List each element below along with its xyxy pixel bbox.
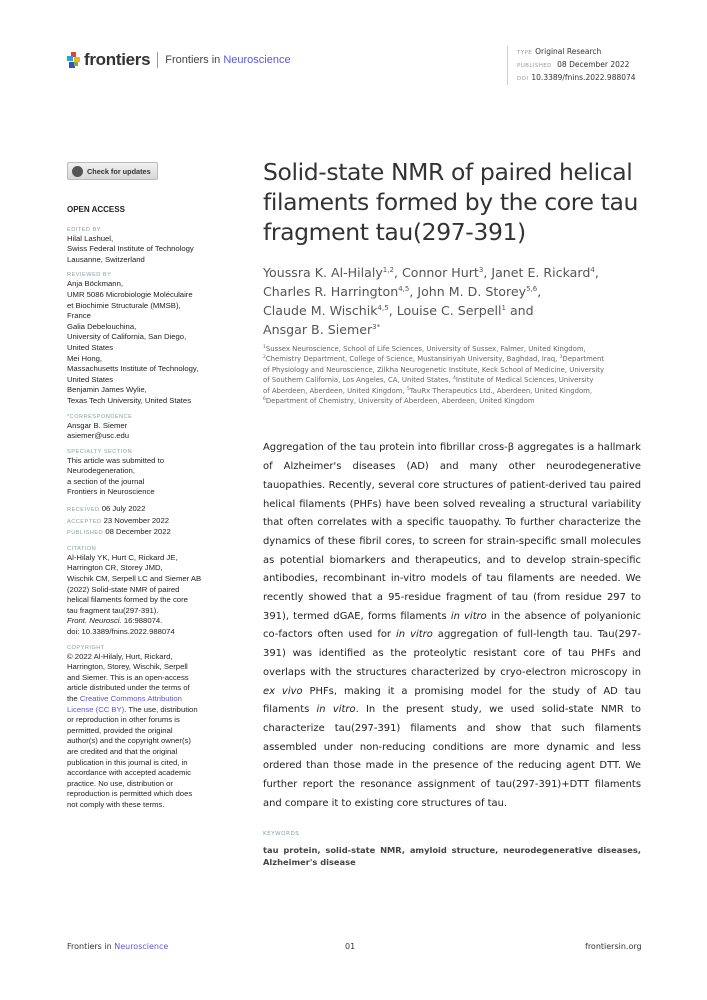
specialty-info [67,456,247,498]
published-date: 08 December 2022 [105,527,171,537]
journal-highlight: Neuroscience [223,54,291,66]
text-line: (2022) Solid-state NMR of paired [67,584,180,594]
text-line: United States [67,374,114,384]
text-line: publication in this journal is cited, in [67,757,188,767]
affiliation-text: of Aberdeen, Aberdeen, United Kingdom, [263,386,407,395]
copyright-text [67,715,247,810]
text-line: Hilal Lashuel, [67,233,114,243]
text-line: Harrington, Storey, Wischik, Serpell [67,662,188,672]
text-line: Benjamin James Wylie, [67,385,147,395]
author-separator: , [537,284,542,299]
author-affiliation-ref: 4,5 [398,285,410,293]
abstract-text: in vitro [450,610,487,622]
affiliations [263,344,653,406]
text-line: © 2022 Al-Hilaly, Hurt, Rickard, [67,651,173,661]
text-line: reproduction is permitted which does [67,789,193,799]
brand-name: frontiers [84,50,151,69]
abstract-text: PHFs, making it a promising model for the study of AD tau filaments [263,685,642,716]
dates [67,504,247,539]
update-icon [72,166,83,177]
text-line: tau fragment tau(297-391). [67,605,159,615]
article-title: Solid-state NMR of paired helical filaments formed by the core tau fragment tau(297-391) [263,158,638,246]
check-updates-button[interactable] [67,162,158,180]
affiliation-line [263,386,653,396]
abstract-text: in vitro [396,629,433,641]
specialty-label: SPECIALTY SECTION [67,448,133,455]
citation-journal: Front. Neurosci. [67,616,122,626]
author-name[interactable]: Ansgar B. Siemer [263,322,373,337]
text-line: permitted, provided the original [67,725,173,735]
journal-prefix: Frontiers in [165,54,224,66]
text-line: Ansgar B. Siemer [67,420,128,430]
affiliation-line [263,354,653,364]
open-access-label: OPEN ACCESS [67,205,125,214]
affiliation-text: of Southern California, Los Angeles, CA, United States, [263,376,453,385]
author-affiliation-ref: 5,6 [526,285,538,293]
affiliation-line [263,344,653,354]
text-line: not comply with these terms. [67,799,165,809]
article-meta [507,46,636,85]
text-line: Lausanne, Switzerland [67,254,145,264]
affiliation-number: 6 [263,397,266,403]
editor-info [67,234,247,266]
author-separator: , [594,265,599,280]
author-affiliation-ref: 4,5 [377,304,389,312]
author-separator: , [483,265,492,280]
text-line: Al-Hilaly YK, Hurt C, Rickard JE, [67,552,178,562]
text-line: a section of the journal [67,476,145,486]
keywords: tau protein, solid-state NMR, amyloid structure, neurodegenerative diseases, Alzheimer's disease [263,844,641,867]
doi-label: DOI [517,76,529,82]
copyright-text [67,652,247,694]
text-line: helical filaments formed by the core [67,595,188,605]
edited-by-label: EDITED BY [67,226,102,233]
author-list [263,263,653,339]
affiliation-text: Department of Chemistry, University of Aberdeen, Aberdeen, United Kingdom [265,397,535,406]
footer-journal-highlight: Neuroscience [114,942,169,951]
affiliation-number: 3 [559,355,563,361]
author-affiliation-ref: 3* [372,323,381,331]
author-name[interactable]: John M. D. Storey [417,284,527,299]
text-line: accordance with accepted academic [67,768,191,778]
received-label: RECEIVED [67,507,100,514]
author-name[interactable]: Janet E. Rickard [491,265,591,280]
author-separator: , [388,303,397,318]
text-line: Wischik CM, Serpell LC and Siemer AB [67,574,202,584]
frontiers-logo-icon [67,52,80,68]
sidebar [67,205,247,811]
affiliation-line [263,365,653,375]
text-line: Texas Tech University, United States [67,395,192,405]
doi-link[interactable]: 10.3389/fnins.2022.988074 [531,73,636,82]
text-line: Harrington CR, Storey JMD, [67,563,163,573]
author-affiliation-ref: 1 [501,304,506,312]
author-separator: , [393,265,402,280]
author-affiliation-ref: 3 [478,266,484,274]
author-affiliation-ref: 1,2 [382,266,394,274]
abstract-text: Aggregation of the tau protein into fibrillar cross-β aggregates is a hallmark of Alzheimer's diseases (AD) and many other neurodegenerative tauopathies. Recently, several core structures of patient-derived tau paired helical filaments (PHFs) have been solved revealing a structural variability that often correlates with a specific tauopathy. To further characterize the dynamics of these fibril cores, to screen for strain-specific small molecules as potential biomarkers and therapeutics, and to develop strain-specific antibodies, recombinant in-vitro models of tau filaments are needed. We recently showed that a 95-residue fragment of tau (from residue 297 to 391), termed dGAE, forms filaments [263,442,641,622]
published-label: PUBLISHED [67,530,104,537]
text-line: Frontiers in Neuroscience [67,487,155,497]
affiliation-line [263,375,653,385]
abstract-text: in the absence of polyanionic co-factors often used for [263,610,641,641]
author-name[interactable]: Connor Hurt [401,265,479,280]
affiliation-text: Sussex Neuroscience, School of Life Sciences, University of Sussex, Falmer, United Kingdom, [265,345,586,353]
divider [157,52,158,68]
author-name[interactable]: Youssra K. Al-Hilaly [263,265,383,280]
copyright-text: the [67,693,80,703]
license-link[interactable]: License (CC BY) [67,704,125,714]
copyright-label: COPYRIGHT [67,644,105,651]
text-line: University of California, San Diego, [67,332,187,342]
text-line: are credited and that the original [67,746,178,756]
text-line: UMR 5086 Microbiologie Moléculaire [67,289,193,299]
author-name[interactable]: Louise C. Serpell [396,303,502,318]
journal-name [165,54,290,66]
text-line: Mei Hong, [67,353,103,363]
text-line: practice. No use, distribution or [67,778,173,788]
correspondence-label: *CORRESPONDENCE [67,413,133,420]
affiliation-text: TauRx Therapeutics Ltd., Aberdeen, United Kingdom, [409,386,593,395]
main-column [263,157,653,868]
affiliation-text: Department [562,355,605,364]
correspondence-info [67,421,247,442]
text-line: This article was submitted to [67,455,164,465]
accepted-label: ACCEPTED [67,518,102,525]
text-line: Massachusetts Institute of Technology, [67,364,199,374]
abstract-text: aggregation of full-length tau. Tau(297-391) was identified as the proteolytic resistant core of tau PHFs and overlaps with the structures characterized by cryo-electron microscopy in [263,629,641,678]
author-affiliation-ref: 4 [590,266,595,274]
site-link[interactable]: frontiersin.org [585,942,642,951]
citation-text [67,553,247,617]
text-line: article distributed under the terms of [67,683,190,693]
author-name[interactable]: Charles R. Harrington [263,284,399,299]
citation-doi: doi: 10.3389/fnins.2022.988074 [67,627,175,636]
received-date: 06 July 2022 [101,504,146,514]
text-line: Neurodegeneration, [67,466,135,476]
page-number: 01 [345,942,356,951]
abstract-text: . In the present study, we used solid-state NMR to characterize tau(297-391) filaments and show that such filaments assembled under non-reducing conditions are more dynamic and less ordered than those made in the presence of the reducing agent DTT. We further report the resonance assignment of tau(297-391)+DTT filaments and compare it to existing core structures of tau. [263,704,641,809]
check-updates-label: Check for updates [87,166,151,176]
published-date: 08 December 2022 [557,60,630,69]
author-name[interactable]: Claude M. Wischik [263,303,378,318]
text-line: United States [67,342,114,352]
affiliation-text: Institute of Medical Sciences, University [455,376,594,385]
citation-volume: 16:988074. [121,616,163,626]
footer-journal-prefix: Frontiers in [67,942,115,951]
copyright-text: . The use, distribution [124,704,198,714]
accepted-date: 23 November 2022 [103,515,169,525]
affiliation-number: 2 [263,355,266,361]
frontiers-logo[interactable] [67,50,291,70]
published-label: PUBLISHED [517,63,552,69]
text-line: asiemer@usc.edu [67,431,130,441]
text-line: Galia Debelouchina, [67,321,137,331]
text-line: France [67,311,91,321]
affiliation-text: of Physiology and Neuroscience, Zilkha Neurogenetic Institute, Keck School of Medicine, University [263,365,605,374]
author-separator: , [409,284,418,299]
text-line: and Siemer. This is an open-access [67,672,189,682]
text-line: or reproduction in other forums is [67,715,180,725]
abstract-text: ex vivo [263,685,303,697]
type-label: TYPE [517,50,533,56]
citation-label: CITATION [67,545,97,552]
keywords-label: KEYWORDS [263,830,300,837]
text-line: Swiss Federal Institute of Technology [67,244,194,254]
reviewed-by-label: REVIEWED BY [67,272,112,279]
affiliation-number: 1 [263,345,266,350]
abstract [263,439,641,813]
text-line: author(s) and the copyright owner(s) [67,736,191,746]
affiliation-number: 5 [406,386,410,392]
footer-journal [67,942,168,951]
author-separator: and [505,303,534,318]
text-line: et Biochimie Structurale (MMSB), [67,300,181,310]
license-link[interactable]: Creative Commons Attribution [79,693,182,703]
text-line: Anja Böckmann, [67,279,123,289]
affiliation-number: 4 [452,376,456,382]
abstract-text: in vitro [316,704,356,716]
affiliation-text: Chemistry Department, College of Science, Mustansiriyah University, Baghdad, Iraq, [265,355,560,364]
article-type: Original Research [535,47,602,56]
reviewer-info [67,279,247,406]
affiliation-line [263,396,653,406]
